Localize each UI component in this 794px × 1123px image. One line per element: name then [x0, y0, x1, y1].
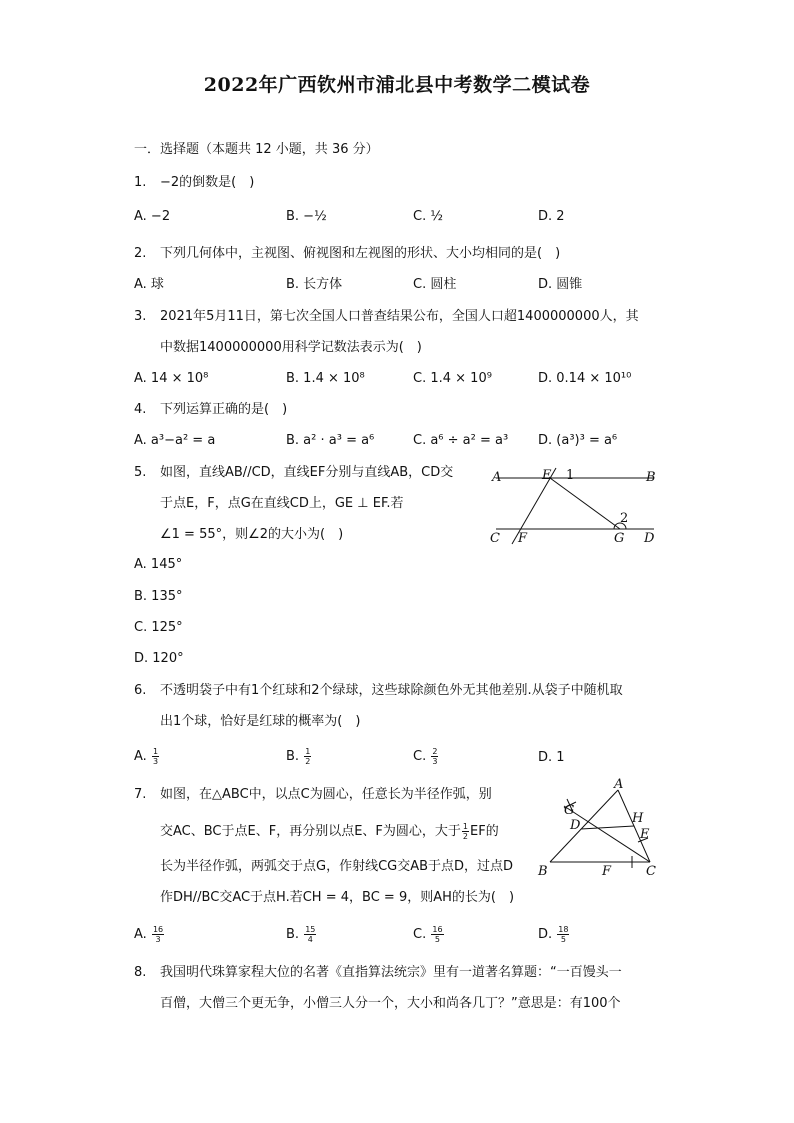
label-2: 2: [620, 511, 629, 526]
option-label: C.: [413, 927, 427, 942]
question-5-option-c: C. 125°: [134, 620, 183, 635]
denominator: 5: [434, 935, 440, 944]
question-6-option-c: [413, 747, 439, 766]
fraction: [462, 822, 469, 841]
question-7-number: 7.: [134, 787, 147, 802]
option-label: D.: [538, 750, 553, 765]
label-e: E: [640, 827, 650, 842]
label-b: B: [538, 864, 548, 879]
section-heading: 一．选择题（本题共 12 小题，共 36 分）: [134, 142, 379, 157]
question-4-option-c: C. a⁶ ÷ a² = a³: [413, 433, 509, 448]
option-label: B.: [286, 749, 300, 764]
question-5-stem-line2: 于点E，F，点G在直线CD上，GE ⊥ EF.若: [160, 496, 404, 511]
question-3-stem-line1: 2021年5月11日，第七次全国人口普查结果公布，全国人口超1400000000人，其: [160, 309, 639, 324]
question-4-option-d: D. (a³)³ = a⁶: [538, 433, 618, 448]
question-2-option-c: C. 圆柱: [413, 277, 457, 292]
question-7-option-d: [538, 925, 570, 944]
fraction: [304, 747, 311, 766]
segment-ge: [550, 478, 620, 529]
label-1: 1: [566, 468, 575, 483]
option-label: A.: [134, 927, 147, 942]
option-label: A.: [134, 749, 147, 764]
question-7-stem-line3: 长为半径作弧，两弧交于点G，作射线CG交AB于点D，过点D: [160, 859, 514, 874]
question-1-stem: −2的倒数是( ): [160, 175, 255, 190]
side-ab: [550, 790, 618, 862]
question-4-option-a: A. a³−a² = a: [134, 433, 216, 448]
label-g: G: [614, 531, 625, 546]
question-4-option-b: B. a² · a³ = a⁶: [286, 433, 375, 448]
numerator: 1: [152, 747, 159, 756]
question-5-option-b: B. 135°: [134, 589, 183, 604]
stem-text: EF的: [470, 824, 499, 839]
fraction: [431, 747, 438, 766]
question-5-option-d: D. 120°: [134, 651, 184, 666]
question-5-stem-line1: 如图，直线AB//CD，直线EF分别与直线AB，CD交: [160, 465, 454, 480]
question-2-number: 2.: [134, 246, 147, 261]
question-2-stem: 下列几何体中，主视图、俯视图和左视图的形状、大小均相同的是( ): [160, 246, 561, 261]
label-b: B: [646, 470, 656, 485]
numerator: 15: [305, 925, 316, 934]
label-f: F: [518, 531, 528, 546]
label-h: H: [632, 811, 644, 826]
denominator: 5: [560, 935, 566, 944]
question-1-option-d: D. 2: [538, 209, 565, 224]
question-7-option-c: [413, 925, 445, 944]
numerator: 1: [305, 747, 311, 756]
label-g: G: [564, 803, 575, 818]
question-1-option-a: A. −2: [134, 209, 171, 224]
numerator: 16: [432, 925, 443, 934]
fraction: [152, 925, 164, 944]
question-2-option-a: A. 球: [134, 277, 164, 292]
option-label: C.: [413, 749, 427, 764]
question-5-stem-line3: ∠1 = 55°，则∠2的大小为( ): [160, 527, 344, 542]
question-7-stem-line4: 作DH//BC交AC于点H.若CH = 4，BC = 9，则AH的长为( ): [160, 890, 515, 905]
question-4-stem: 下列运算正确的是( ): [160, 402, 288, 417]
label-c: C: [490, 531, 500, 546]
question-7-stem-line2: [160, 822, 499, 841]
numerator: 18: [558, 925, 569, 934]
question-6-stem-line1: 不透明袋子中有1个红球和2个绿球，这些球除颜色外无其他差别.从袋子中随机取: [160, 683, 623, 698]
fraction: [304, 925, 316, 944]
question-6-option-a: [134, 747, 160, 766]
label-d: D: [644, 531, 655, 546]
question-7-option-b: [286, 925, 317, 944]
question-5-figure: [486, 462, 664, 552]
question-2-option-d: D. 圆锥: [538, 277, 583, 292]
label-f: F: [602, 864, 612, 879]
option-label: B.: [286, 927, 300, 942]
page-title: 2022年广西钦州市浦北县中考数学二模试卷: [203, 74, 591, 96]
question-7-stem-line1: 如图，在△ABC中，以点C为圆心，任意长为半径作弧，别: [160, 787, 492, 802]
denominator: 2: [462, 832, 468, 841]
denominator: 3: [152, 757, 159, 766]
denominator: 3: [155, 935, 161, 944]
question-1-number: 1.: [134, 175, 147, 190]
numerator: 16: [152, 925, 164, 934]
option-label: D.: [538, 927, 553, 942]
option-value: 1: [556, 750, 565, 765]
label-c: C: [646, 864, 656, 879]
question-8-stem-line1: 我国明代珠算家程大位的名著《直指算法统宗》里有一道著名算题：“一百馒头一: [160, 965, 622, 980]
question-3-option-a: A. 14 × 10⁸: [134, 371, 209, 386]
question-6-number: 6.: [134, 683, 147, 698]
denominator: 2: [305, 757, 311, 766]
question-3-stem-line2: 中数据1400000000用科学记数法表示为( ): [160, 340, 422, 355]
question-3-number: 3.: [134, 309, 147, 324]
question-5-option-a: A. 145°: [134, 557, 183, 572]
question-8-number: 8.: [134, 965, 147, 980]
question-7-figure: [534, 776, 664, 880]
question-4-number: 4.: [134, 402, 147, 417]
question-7-option-a: [134, 925, 165, 944]
question-1-option-c: C. ½: [413, 209, 443, 224]
stem-text: 交AC、BC于点E、F，再分别以点E、F为圆心，大于: [160, 824, 461, 839]
question-8-stem-line2: 百僧，大僧三个更无争，小僧三人分一个，大小和尚各几丁？”意思是：有100个: [160, 996, 621, 1011]
fraction: [152, 747, 159, 766]
label-a: A: [614, 777, 624, 792]
label-a: A: [492, 470, 502, 485]
question-3-option-d: D. 0.14 × 10¹⁰: [538, 371, 632, 386]
denominator: 4: [307, 935, 313, 944]
question-1-option-b: B. −½: [286, 209, 327, 224]
fraction: [431, 925, 443, 944]
numerator: 1: [462, 822, 468, 831]
segment-dh: [581, 826, 634, 829]
question-5-number: 5.: [134, 465, 147, 480]
question-6-option-d: [538, 749, 565, 767]
question-6-option-b: [286, 747, 312, 766]
question-3-option-c: C. 1.4 × 10⁹: [413, 371, 492, 386]
question-3-option-b: B. 1.4 × 10⁸: [286, 371, 365, 386]
label-e: E: [542, 468, 552, 483]
label-d: D: [570, 818, 581, 833]
fraction: [557, 925, 569, 944]
question-2-option-b: B. 长方体: [286, 277, 343, 292]
question-6-stem-line2: 出1个球，恰好是红球的概率为( ): [160, 714, 361, 729]
numerator: 2: [432, 747, 438, 756]
denominator: 3: [432, 757, 438, 766]
